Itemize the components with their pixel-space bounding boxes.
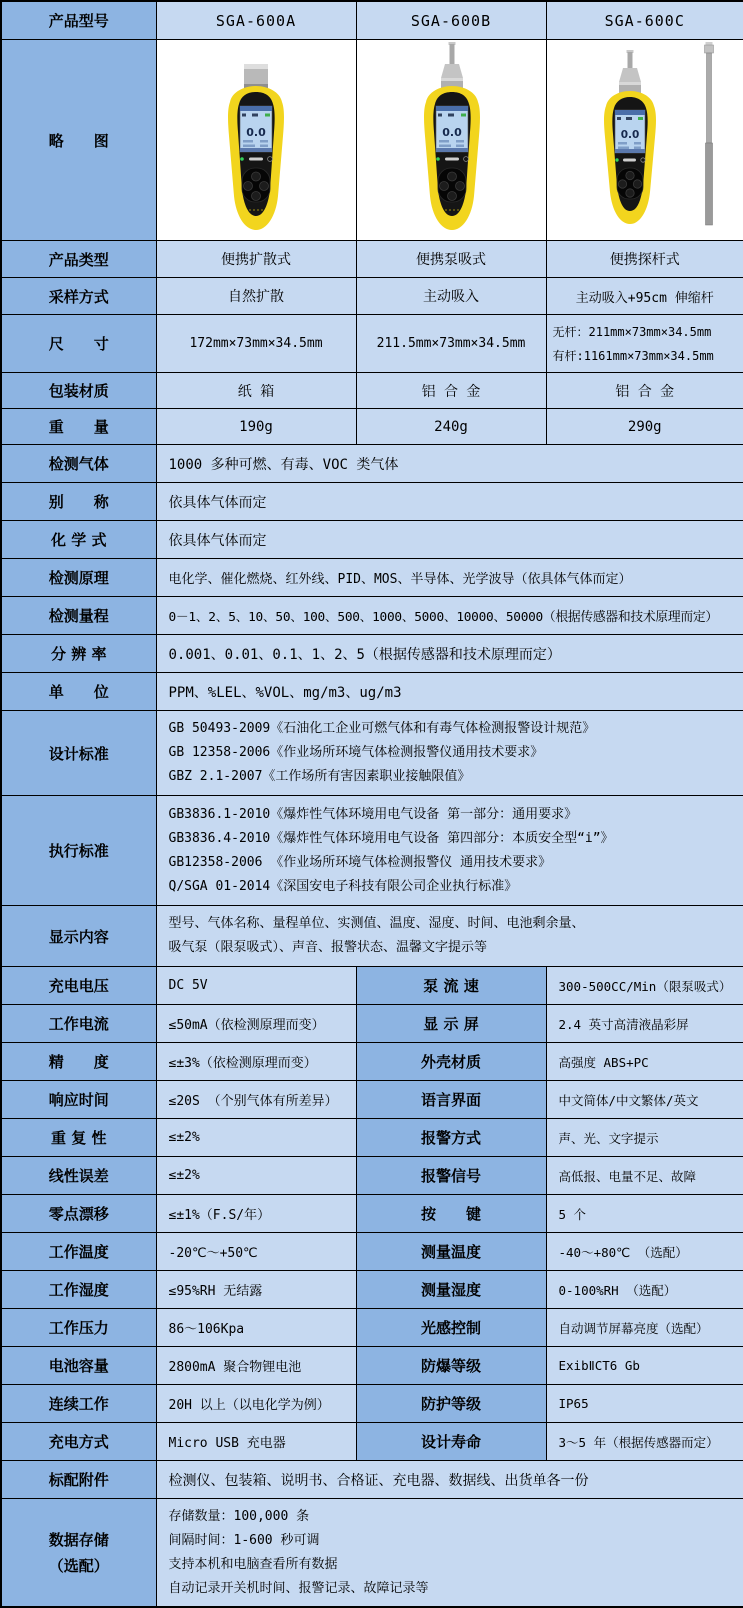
row-value: 1000 多种可燃、有毒、VOC 类气体 (156, 445, 743, 483)
spec-value: IP65 (546, 1385, 743, 1423)
spec-label: 连续工作 (1, 1385, 156, 1423)
row-label: 尺 寸 (1, 315, 156, 373)
table-row (1, 1005, 743, 1043)
row-label: 显示内容 (1, 906, 156, 967)
screen-reading: 0.0 (620, 129, 639, 141)
row-label: 检测量程 (1, 597, 156, 635)
sketch-label: 略 图 (1, 40, 156, 241)
spec-label: 响应时间 (1, 1081, 156, 1119)
brand-mark (623, 159, 636, 162)
spec-label: 工作电流 (1, 1005, 156, 1043)
row-value: 便携泵吸式 (356, 241, 546, 278)
device-screen (615, 110, 645, 153)
spec-value: ≤±2% (156, 1119, 356, 1157)
screen-reading: 0.0 (246, 126, 266, 139)
spec-value: 3～5 年（根据传感器而定） (546, 1423, 743, 1461)
storage-label-line: （选配） (2, 1553, 156, 1579)
storage-details-cell (156, 1499, 743, 1608)
dimension-line: 有杆:1161mm×73mm×34.5mm (547, 344, 743, 368)
table-row (1, 1119, 743, 1157)
row-value: 0－1、2、5、10、50、100、500、1000、5000、10000、50000（根据传感器和技术原理而定） (156, 597, 743, 635)
display-contents-cell (156, 906, 743, 967)
spec-label: 工作温度 (1, 1233, 156, 1271)
row-value: 铝 合 金 (356, 373, 546, 409)
row-value: 依具体气体而定 (156, 521, 743, 559)
spec-label: 外壳材质 (356, 1043, 546, 1081)
device-c-illustration (547, 40, 743, 236)
storage-line: 支持本机和电脑查看所有数据 (169, 1553, 732, 1577)
keypad (242, 168, 270, 202)
row-label: 分 辨 率 (1, 635, 156, 673)
status-led (615, 158, 618, 161)
display-line: 吸气泵（限泵吸式）、声音、报警状态、温馨文字提示等 (169, 936, 732, 960)
table-row (1, 1347, 743, 1385)
standard-line: GB3836.4-2010《爆炸性气体环境用电气设备 第四部分：本质安全型“i”》 (169, 827, 732, 851)
spec-value: ≤±3%（依检测原理而变） (156, 1043, 356, 1081)
row-label: 执行标准 (1, 796, 156, 906)
row-label: 别 称 (1, 483, 156, 521)
spec-value: ≤50mA（依检测原理而变） (156, 1005, 356, 1043)
spec-label: 语言界面 (356, 1081, 546, 1119)
spec-label: 光感控制 (356, 1309, 546, 1347)
standard-line: GBZ 2.1-2007《工作场所有害因素职业接触限值》 (169, 765, 732, 789)
storage-line: 自动记录开关机时间、报警记录、故障记录等 (169, 1577, 732, 1601)
model-name-a: SGA-600A (156, 1, 356, 40)
device-b-illustration (357, 40, 545, 236)
pump-probe (619, 50, 641, 94)
spec-value: -20℃～+50℃ (156, 1233, 356, 1271)
row-value: 240g (356, 409, 546, 445)
table-row (1, 241, 743, 278)
row-value: PPM、%LEL、%VOL、mg/m3、ug/m3 (156, 673, 743, 711)
spec-value: 中文简体/中文繁体/英文 (546, 1081, 743, 1119)
spec-value: 5 个 (546, 1195, 743, 1233)
spec-label: 防爆等级 (356, 1347, 546, 1385)
spec-label: 充电方式 (1, 1423, 156, 1461)
status-led (436, 157, 440, 161)
row-value: 自然扩散 (156, 278, 356, 315)
row-label: 化 学 式 (1, 521, 156, 559)
standard-line: Q/SGA 01-2014《深国安电子科技有限公司企业执行标准》 (169, 875, 732, 899)
spec-label: 零点漂移 (1, 1195, 156, 1233)
row-value: 290g (546, 409, 743, 445)
table-row (1, 409, 743, 445)
product-model-header: 产品型号 (1, 1, 156, 40)
dimension-line: 无杆：211mm×73mm×34.5mm (547, 320, 743, 344)
table-row (1, 673, 743, 711)
row-value (546, 315, 743, 373)
row-value: 211.5mm×73mm×34.5mm (356, 315, 546, 373)
spec-label: 电池容量 (1, 1347, 156, 1385)
table-row (1, 1043, 743, 1081)
spec-value: 20H 以上（以电化学为例） (156, 1385, 356, 1423)
table-row (1, 559, 743, 597)
row-label: 设计标准 (1, 711, 156, 796)
table-row (1, 1461, 743, 1499)
row-label: 采样方式 (1, 278, 156, 315)
row-value: 172mm×73mm×34.5mm (156, 315, 356, 373)
product-image-cell-c (546, 40, 743, 241)
row-label: 检测原理 (1, 559, 156, 597)
spec-value: 高低报、电量不足、故障 (546, 1157, 743, 1195)
row-value: 主动吸入 (356, 278, 546, 315)
status-led (240, 157, 244, 161)
row-label: 包装材质 (1, 373, 156, 409)
table-row (1, 445, 743, 483)
standard-line: GB3836.1-2010《爆炸性气体环境用电气设备 第一部分：通用要求》 (169, 803, 732, 827)
table-row (1, 1385, 743, 1423)
spec-label: 工作压力 (1, 1309, 156, 1347)
spec-label: 报警信号 (356, 1157, 546, 1195)
spec-label: 泵 流 速 (356, 967, 546, 1005)
spec-value: ≤±1%（F.S/年） (156, 1195, 356, 1233)
table-row (1, 373, 743, 409)
spec-label: 工作湿度 (1, 1271, 156, 1309)
spec-label: 报警方式 (356, 1119, 546, 1157)
exec-standards-cell (156, 796, 743, 906)
row-label: 重 量 (1, 409, 156, 445)
device-screen (436, 106, 468, 152)
table-row (1, 40, 743, 241)
row-value: 电化学、催化燃烧、红外线、PID、MOS、半导体、光学波导（依具体气体而定） (156, 559, 743, 597)
table-row (1, 1081, 743, 1119)
product-image-cell-b (356, 40, 546, 241)
row-label: 产品类型 (1, 241, 156, 278)
table-row (1, 1, 743, 40)
brand-mark (249, 158, 263, 161)
spec-value: 0-100%RH （选配） (546, 1271, 743, 1309)
table-row (1, 1195, 743, 1233)
standard-line: GB 12358-2006《作业场所环境气体检测报警仪通用技术要求》 (169, 741, 732, 765)
spec-value: ≤20S （个别气体有所差异） (156, 1081, 356, 1119)
row-value: 0.001、0.01、0.1、1、2、5（根据传感器和技术原理而定） (156, 635, 743, 673)
table-row (1, 1423, 743, 1461)
row-value: 便携探杆式 (546, 241, 743, 278)
telescopic-rod (704, 42, 713, 225)
spec-value: 高强度 ABS+PC (546, 1043, 743, 1081)
table-row (1, 796, 743, 906)
spec-label: 显 示 屏 (356, 1005, 546, 1043)
device-screen (240, 106, 272, 152)
brand-mark (445, 158, 459, 161)
spec-value: ≤±2% (156, 1157, 356, 1195)
spec-value: ≤95%RH 无结露 (156, 1271, 356, 1309)
table-row (1, 1157, 743, 1195)
standard-line: GB 50493-2009《石油化工企业可燃气体和有毒气体检测报警设计规范》 (169, 717, 732, 741)
row-value: 190g (156, 409, 356, 445)
storage-label (1, 1499, 156, 1608)
table-row (1, 315, 743, 373)
spec-label: 按 键 (356, 1195, 546, 1233)
spec-label: 测量温度 (356, 1233, 546, 1271)
table-row (1, 635, 743, 673)
spec-label: 防护等级 (356, 1385, 546, 1423)
row-value: 便携扩散式 (156, 241, 356, 278)
spec-value: 86～106Kpa (156, 1309, 356, 1347)
table-row (1, 711, 743, 796)
screen-reading: 0.0 (442, 126, 462, 139)
table-row (1, 278, 743, 315)
row-value: 铝 合 金 (546, 373, 743, 409)
model-name-b: SGA-600B (356, 1, 546, 40)
spec-value: Micro USB 充电器 (156, 1423, 356, 1461)
spec-value: -40～+80℃ （选配） (546, 1233, 743, 1271)
standard-line: GB12358-2006 《作业场所环境气体检测报警仪 通用技术要求》 (169, 851, 732, 875)
spec-label: 线性误差 (1, 1157, 156, 1195)
row-value: 依具体气体而定 (156, 483, 743, 521)
row-label: 单 位 (1, 673, 156, 711)
spec-label: 测量湿度 (356, 1271, 546, 1309)
accessories-value: 检测仪、包装箱、说明书、合格证、充电器、数据线、出货单各一份 (156, 1461, 743, 1499)
table-row (1, 1233, 743, 1271)
spec-value: DC 5V (156, 967, 356, 1005)
spec-label: 精 度 (1, 1043, 156, 1081)
spec-value: 2800mA 聚合物锂电池 (156, 1347, 356, 1385)
spec-value: ExibⅡCT6 Gb (546, 1347, 743, 1385)
pump-probe (441, 42, 463, 90)
design-standards-cell (156, 711, 743, 796)
row-value: 主动吸入+95cm 伸缩杆 (546, 278, 743, 315)
spec-label: 重 复 性 (1, 1119, 156, 1157)
keypad (438, 168, 466, 202)
product-image-cell-a (156, 40, 356, 241)
keypad (617, 168, 643, 199)
spec-label: 充电电压 (1, 967, 156, 1005)
table-row (1, 521, 743, 559)
table-row (1, 597, 743, 635)
display-line: 型号、气体名称、量程单位、实测值、温度、湿度、时间、电池剩余量、 (169, 912, 732, 936)
row-label: 标配附件 (1, 1461, 156, 1499)
model-name-c: SGA-600C (546, 1, 743, 40)
spec-value: 声、光、文字提示 (546, 1119, 743, 1157)
storage-line: 存储数量：100,000 条 (169, 1505, 732, 1529)
spec-value: 2.4 英寸高清液晶彩屏 (546, 1005, 743, 1043)
table-row (1, 1499, 743, 1608)
table-row (1, 1309, 743, 1347)
device-a-illustration (161, 40, 351, 236)
table-row (1, 967, 743, 1005)
storage-line: 间隔时间：1-600 秒可调 (169, 1529, 732, 1553)
row-value: 纸 箱 (156, 373, 356, 409)
table-row (1, 483, 743, 521)
table-row (1, 1271, 743, 1309)
table-row (1, 906, 743, 967)
storage-label-line: 数据存储 (2, 1527, 156, 1553)
spec-value: 300-500CC/Min（限泵吸式） (546, 967, 743, 1005)
row-label: 检测气体 (1, 445, 156, 483)
spec-label: 设计寿命 (356, 1423, 546, 1461)
spec-value: 自动调节屏幕亮度（选配） (546, 1309, 743, 1347)
